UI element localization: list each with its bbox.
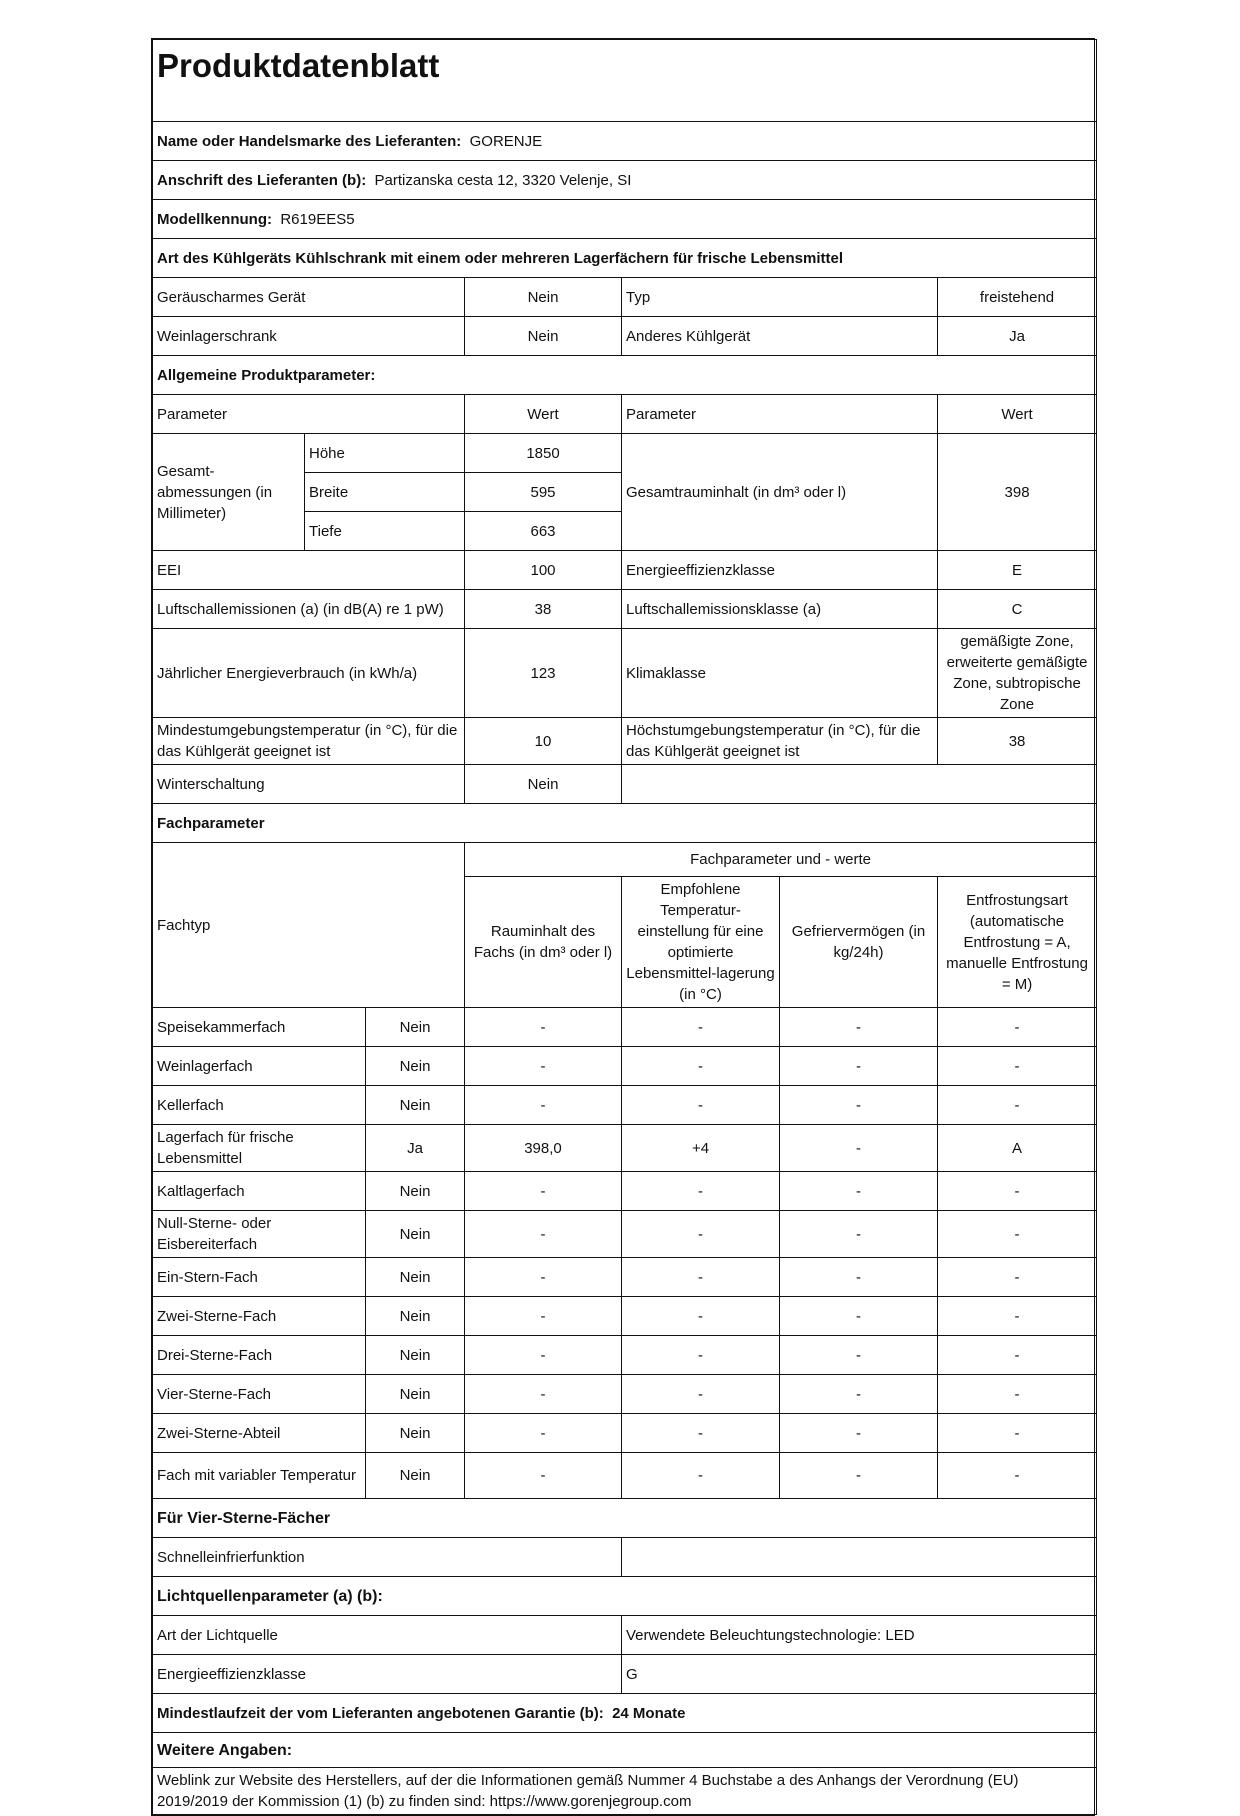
compartment-defrost: -	[938, 1297, 1097, 1336]
device-value: freistehend	[938, 278, 1097, 317]
compartment-volume: -	[465, 1375, 622, 1414]
compartment-present: Nein	[366, 1086, 465, 1125]
compartment-freeze: -	[780, 1297, 938, 1336]
dimension-value: 663	[465, 512, 622, 551]
compartment-temp: -	[622, 1008, 780, 1047]
fachtyp-header: Fachtyp	[153, 843, 465, 1008]
column-header-parameter: Parameter	[153, 395, 465, 434]
compartment-present: Nein	[366, 1172, 465, 1211]
device-label: Typ	[622, 278, 938, 317]
param-value: E	[938, 551, 1097, 590]
table-row	[153, 1047, 1097, 1086]
compartment-defrost: -	[938, 1211, 1097, 1258]
compartment-temp: -	[622, 1336, 780, 1375]
compartment-defrost: -	[938, 1336, 1097, 1375]
compartment-freeze: -	[780, 1086, 938, 1125]
supplier-address-value: Partizanska cesta 12, 3320 Velenje, SI	[374, 171, 632, 189]
sheet-table	[152, 39, 1097, 1815]
light-class-value: G	[622, 1655, 1097, 1694]
dimension-value: 595	[465, 473, 622, 512]
compartment-name: Drei-Sterne-Fach	[153, 1336, 366, 1375]
dimension-label: Tiefe	[305, 512, 465, 551]
compartment-freeze: -	[780, 1125, 938, 1172]
compartment-name: Kellerfach	[153, 1086, 366, 1125]
compartment-name: Zwei-Sterne-Abteil	[153, 1414, 366, 1453]
device-value: Nein	[465, 317, 622, 356]
dimension-label: Breite	[305, 473, 465, 512]
dimensions-label: Gesamt-abmessungen (in Millimeter)	[153, 434, 305, 551]
compartment-defrost: -	[938, 1258, 1097, 1297]
appliance-type-row: Art des Kühlgeräts Kühlschrank mit einem oder mehreren Lagerfächern für frische Lebensmittel	[153, 239, 1097, 278]
column-header-freezing: Gefriervermögen (in kg/24h)	[780, 877, 938, 1008]
compartment-temp: -	[622, 1047, 780, 1086]
compartment-freeze: -	[780, 1375, 938, 1414]
compartment-name: Ein-Stern-Fach	[153, 1258, 366, 1297]
column-header-temperature: Empfohlene Temperatur-einstellung für eine optimierte Lebensmittel-lagerung (in °C)	[622, 877, 780, 1008]
compartment-temp: -	[622, 1414, 780, 1453]
device-value: Nein	[465, 278, 622, 317]
table-row	[153, 1172, 1097, 1211]
param-value: 10	[465, 718, 622, 765]
warranty-row	[153, 1694, 1097, 1733]
compartment-volume: -	[465, 1211, 622, 1258]
compartment-volume: -	[465, 1453, 622, 1499]
compartment-freeze: -	[780, 1008, 938, 1047]
general-heading: Allgemeine Produktparameter:	[153, 356, 1097, 395]
compartments-heading: Fachparameter	[153, 804, 1097, 843]
compartment-freeze: -	[780, 1211, 938, 1258]
compartment-name: Lagerfach für frische Lebensmittel	[153, 1125, 366, 1172]
compartment-defrost: -	[938, 1172, 1097, 1211]
compartment-volume: -	[465, 1172, 622, 1211]
param-label: Mindestumgebungstemperatur (in °C), für die das Kühlgerät geeignet ist	[153, 718, 465, 765]
table-row	[153, 1375, 1097, 1414]
compartment-name: Fach mit variabler Temperatur	[153, 1453, 366, 1499]
compartment-name: Weinlagerfach	[153, 1047, 366, 1086]
compartment-name: Zwei-Sterne-Fach	[153, 1297, 366, 1336]
compartment-name: Kaltlagerfach	[153, 1172, 366, 1211]
compartment-present: Nein	[366, 1414, 465, 1453]
winter-value: Nein	[465, 765, 622, 804]
compartment-temp: -	[622, 1086, 780, 1125]
compartment-freeze: -	[780, 1258, 938, 1297]
compartment-present: Ja	[366, 1125, 465, 1172]
column-header-defrost: Entfrostungsart (automatische Entfrostung = A, manuelle Entfrostung = M)	[938, 877, 1097, 1008]
compartment-defrost: -	[938, 1414, 1097, 1453]
compartment-temp: -	[622, 1297, 780, 1336]
param-label: Luftschallemissionsklasse (a)	[622, 590, 938, 629]
four-star-heading: Für Vier-Sterne-Fächer	[153, 1499, 1097, 1538]
table-row	[153, 1336, 1097, 1375]
compartment-defrost: -	[938, 1008, 1097, 1047]
supplier-name-value: GORENJE	[469, 132, 543, 150]
further-text: Weblink zur Website des Herstellers, auf der die Informationen gemäß Nummer 4 Buchstabe a des Anhangs der Verordnung (EU) 2019/2019 der Kommission (1) (b) zu finden sind: https://www.gorenjegroup.com	[153, 1768, 1097, 1815]
param-label: Energieeffizienzklasse	[622, 551, 938, 590]
compartment-defrost: -	[938, 1453, 1097, 1499]
device-label: Geräuscharmes Gerät	[153, 278, 465, 317]
compartment-name: Vier-Sterne-Fach	[153, 1375, 366, 1414]
light-heading: Lichtquellenparameter (a) (b):	[153, 1577, 1097, 1616]
compartment-temp: -	[622, 1211, 780, 1258]
supplier-name-label: Name oder Handelsmarke des Lieferanten:	[157, 132, 462, 150]
compartment-freeze: -	[780, 1414, 938, 1453]
compartment-freeze: -	[780, 1453, 938, 1499]
compartment-present: Nein	[366, 1258, 465, 1297]
compartment-temp: +4	[622, 1125, 780, 1172]
compartment-present: Nein	[366, 1336, 465, 1375]
compartment-name: Speisekammerfach	[153, 1008, 366, 1047]
column-header-parameter: Parameter	[622, 395, 938, 434]
compartment-present: Nein	[366, 1047, 465, 1086]
table-row	[153, 1008, 1097, 1047]
compartment-temp: -	[622, 1258, 780, 1297]
model-value: R619EES5	[280, 210, 355, 228]
column-header-volume: Rauminhalt des Fachs (in dm³ oder l)	[465, 877, 622, 1008]
device-label: Anderes Kühlgerät	[622, 317, 938, 356]
param-value: C	[938, 590, 1097, 629]
empty-cell	[622, 765, 1097, 804]
supplier-address-row	[153, 161, 1097, 200]
dimension-label: Höhe	[305, 434, 465, 473]
table-row	[153, 1297, 1097, 1336]
param-value: 38	[465, 590, 622, 629]
table-row	[153, 1086, 1097, 1125]
compartment-volume: -	[465, 1414, 622, 1453]
supplier-address-label: Anschrift des Lieferanten (b):	[157, 171, 367, 189]
climate-class-value: gemäßigte Zone, erweiterte gemäßigte Zone, subtropische Zone	[938, 629, 1097, 718]
total-volume-label: Gesamtrauminhalt (in dm³ oder l)	[622, 434, 938, 551]
compartment-present: Nein	[366, 1453, 465, 1499]
total-volume-value: 398	[938, 434, 1097, 551]
further-heading: Weitere Angaben:	[153, 1733, 1097, 1768]
compartment-defrost: A	[938, 1125, 1097, 1172]
light-type-value: Verwendete Beleuchtungstechnologie: LED	[622, 1616, 1097, 1655]
column-header-value: Wert	[938, 395, 1097, 434]
compartment-volume: -	[465, 1008, 622, 1047]
light-type-label: Art der Lichtquelle	[153, 1616, 622, 1655]
compartment-present: Nein	[366, 1211, 465, 1258]
supplier-name-row	[153, 122, 1097, 161]
param-label: EEI	[153, 551, 465, 590]
warranty-label: Mindestlaufzeit der vom Lieferanten angebotenen Garantie (b):	[157, 1704, 604, 1722]
table-row	[153, 1453, 1097, 1499]
light-class-label: Energieeffizienzklasse	[153, 1655, 622, 1694]
param-label: Klimaklasse	[622, 629, 938, 718]
compartment-present: Nein	[366, 1375, 465, 1414]
warranty-value: 24 Monate	[612, 1704, 686, 1722]
compartment-group-header: Fachparameter und - werte	[465, 843, 1097, 877]
compartment-volume: -	[465, 1336, 622, 1375]
device-value: Ja	[938, 317, 1097, 356]
compartment-freeze: -	[780, 1172, 938, 1211]
compartment-temp: -	[622, 1172, 780, 1211]
compartment-defrost: -	[938, 1375, 1097, 1414]
table-row	[153, 1211, 1097, 1258]
compartment-volume: 398,0	[465, 1125, 622, 1172]
compartment-volume: -	[465, 1086, 622, 1125]
table-row	[153, 1414, 1097, 1453]
dimension-value: 1850	[465, 434, 622, 473]
compartment-defrost: -	[938, 1086, 1097, 1125]
compartment-freeze: -	[780, 1336, 938, 1375]
param-label: Luftschallemissionen (a) (in dB(A) re 1 pW)	[153, 590, 465, 629]
device-label: Weinlagerschrank	[153, 317, 465, 356]
winter-label: Winterschaltung	[153, 765, 465, 804]
quick-freeze-value	[622, 1538, 1097, 1577]
compartment-volume: -	[465, 1047, 622, 1086]
compartment-present: Nein	[366, 1008, 465, 1047]
product-data-sheet	[151, 38, 1095, 1816]
param-value: 100	[465, 551, 622, 590]
model-row	[153, 200, 1097, 239]
compartment-defrost: -	[938, 1047, 1097, 1086]
param-label: Höchstumgebungstemperatur (in °C), für die das Kühlgerät geeignet ist	[622, 718, 938, 765]
column-header-value: Wert	[465, 395, 622, 434]
compartment-volume: -	[465, 1297, 622, 1336]
compartment-temp: -	[622, 1453, 780, 1499]
table-row	[153, 1258, 1097, 1297]
compartment-present: Nein	[366, 1297, 465, 1336]
compartment-temp: -	[622, 1375, 780, 1414]
compartment-volume: -	[465, 1258, 622, 1297]
compartment-name: Null-Sterne- oder Eisbereiterfach	[153, 1211, 366, 1258]
table-row	[153, 1125, 1097, 1172]
compartment-freeze: -	[780, 1047, 938, 1086]
page-title: Produktdatenblatt	[153, 40, 1097, 122]
model-label: Modellkennung:	[157, 210, 272, 228]
param-label: Jährlicher Energieverbrauch (in kWh/a)	[153, 629, 465, 718]
param-value: 38	[938, 718, 1097, 765]
param-value: 123	[465, 629, 622, 718]
quick-freeze-label: Schnelleinfrierfunktion	[153, 1538, 622, 1577]
